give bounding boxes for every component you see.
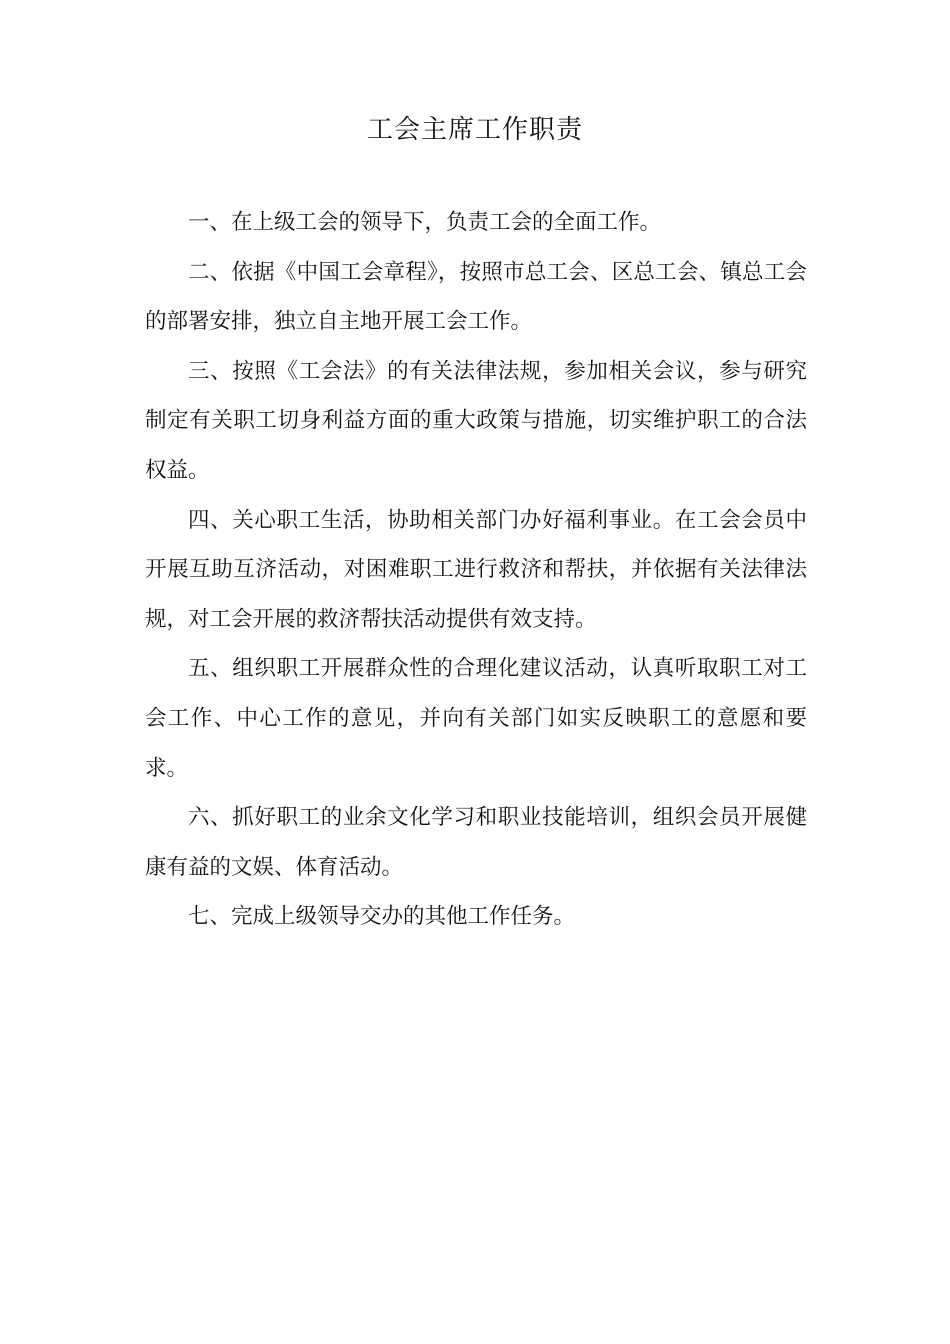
paragraph-2: 二、依据《中国工会章程》，按照市总工会、区总工会、镇总工会的部署安排，独立自主地开展工会工作。 — [145, 259, 807, 335]
paragraph-6: 六、抓好职工的业余文化学习和职业技能培训，组织会员开展健康有益的文娱、体育活动。 — [145, 805, 807, 880]
document-title: 工会主席工作职责 — [366, 115, 583, 145]
paragraph-5: 五、组织职工开展群众性的合理化建议活动，认真听取职工对工会工作、中心工作的意见，并向有关部门如实反映职工的意愿和要求。 — [145, 656, 807, 781]
paragraph-4: 四、关心职工生活，协助相关部门办好福利事业。在工会会员中开展互助互济活动，对困难职工进行救济和帮扶，并依据有关法律法规，对工会开展的救济帮扶活动提供有效支持。 — [145, 507, 807, 632]
paragraph-1: 一、在上级工会的领导下，负责工会的全面工作。 — [188, 210, 662, 235]
document-body — [145, 198, 807, 942]
paragraph-7: 七、完成上级领导交办的其他工作任务。 — [188, 904, 576, 930]
paragraph-3: 三、按照《工会法》的有关法律法规，参加相关会议，参与研究制定有关职工切身利益方面的重大政策与措施，切实维护职工的合法权益。 — [145, 358, 807, 483]
